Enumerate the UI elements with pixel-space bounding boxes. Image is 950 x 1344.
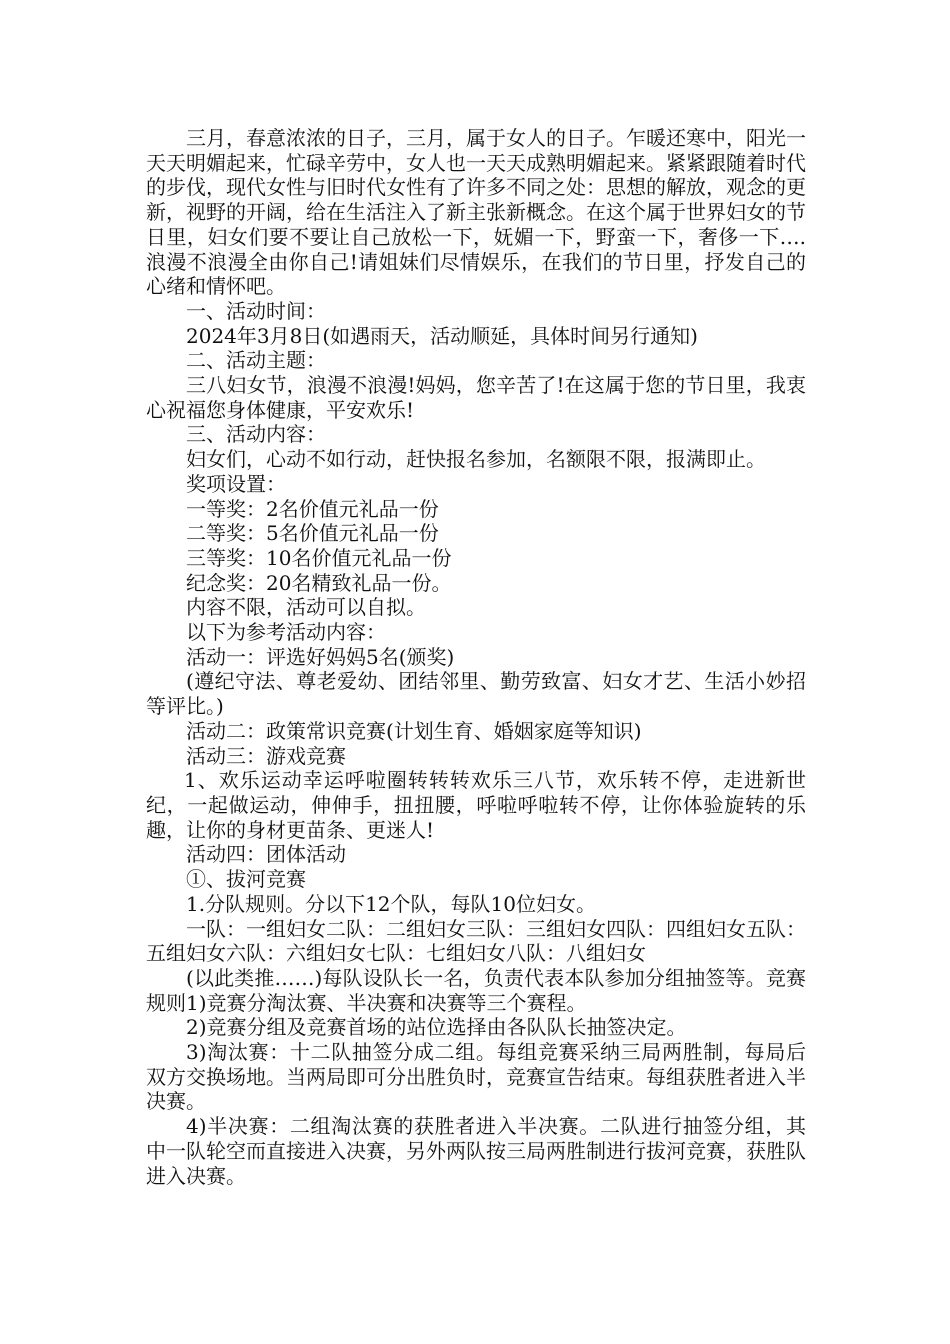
theme-text: 三八妇女节，浪漫不浪漫!妈妈，您辛苦了!在这属于您的节日里，我衷心祝福您身体健康，平安欢乐! [146,373,806,422]
document-page [146,126,806,1188]
signup-text: 妇女们，心动不如行动，赶快报名参加，名额限不限，报满即止。 [186,447,766,472]
award-third: 三等奖：10名价值元礼品一份 [186,545,452,570]
rule-draw: 2)竞赛分组及竞赛首场的站位选择由各队队长抽签决定。 [186,1015,687,1040]
rule-knockout: 3)淘汰赛：十二队抽签分成二组。每组竞赛采纳三局两胜制，每局后双方交换场地。当两局即可分出胜负时，竞赛宣告结束。每组获胜者进入半决赛。 [146,1040,806,1114]
activity-one: 活动一：评选好妈妈5名(颁奖) [186,644,455,669]
award-second: 二等奖：5名价值元礼品一份 [186,521,439,546]
team-rules: 1.分队规则。分以下12个队，每队10位妇女。 [186,891,596,916]
activity-two: 活动二：政策常识竞赛(计划生育、婚姻家庭等知识) [186,718,642,743]
awards-heading: 奖项设置： [186,471,286,496]
team-list: 一队：一组妇女二队：二组妇女三队：三组妇女四队：四组妇女五队：五组妇女六队：六组妇女七队：七组妇女八队：八组妇女 [146,916,806,966]
tug-of-war-heading: ①、拔河竞赛 [186,867,306,892]
intro-paragraph: 三月，春意浓浓的日子，三月，属于女人的日子。乍暖还寒中，阳光一天天明媚起来，忙碌辛劳中，女人也一天天成熟明媚起来。紧紧跟随着时代的步伐，现代女性与旧时代女性有了许多不同之处：思想的解放，观念的更新，视野的开阔，给在生活注入了新主张新概念。在这个属于世界妇女的节日里，妇女们要不要让自己放松一下，妩媚一下，野蛮一下，奢侈一下….浪漫不浪漫全由你自己!请姐妹们尽情娱乐，在我们的节日里，抒发自己的心绪和情怀吧。 [146,126,806,299]
content-note: 内容不限，活动可以自拟。 [186,595,426,620]
activity-one-criteria: (遵纪守法、尊老爱幼、团结邻里、勤劳致富、妇女才艺、生活小妙招等评比。) [146,669,806,719]
award-first: 一等奖：2名价值元礼品一份 [186,496,439,521]
section-heading-theme: 二、活动主题： [186,348,326,373]
activity-date: 2024年3月8日(如遇雨天，活动顺延，具体时间另行通知) [186,323,698,348]
section-heading-time: 一、活动时间： [186,298,326,323]
award-souvenir: 纪念奖：20名精致礼品一份。 [186,570,452,595]
activity-four: 活动四：团体活动 [186,842,346,867]
captain-rules: (以此类推……)每队设队长一名，负责代表本队参加分组抽签等。竞赛规则1)竞赛分淘汰赛、半决赛和决赛等三个赛程。 [146,965,806,1015]
reference-heading: 以下为参考活动内容： [186,620,386,645]
hula-hoop-description: 1、欢乐运动幸运呼啦圈转转转欢乐三八节，欢乐转不停，走进新世纪，一起做运动，伸伸手，扭扭腰，呼啦呼啦转不停，让你体验旋转的乐趣，让你的身材更苗条、更迷人! [146,768,806,842]
activity-three: 活动三：游戏竞赛 [186,743,346,768]
section-heading-content: 三、活动内容： [186,422,326,447]
rule-semifinal: 4)半决赛：二组淘汰赛的获胜者进入半决赛。二队进行抽签分组，其中一队轮空而直接进入决赛，另外两队按三局两胜制进行拔河竞赛，获胜队进入决赛。 [146,1114,806,1188]
